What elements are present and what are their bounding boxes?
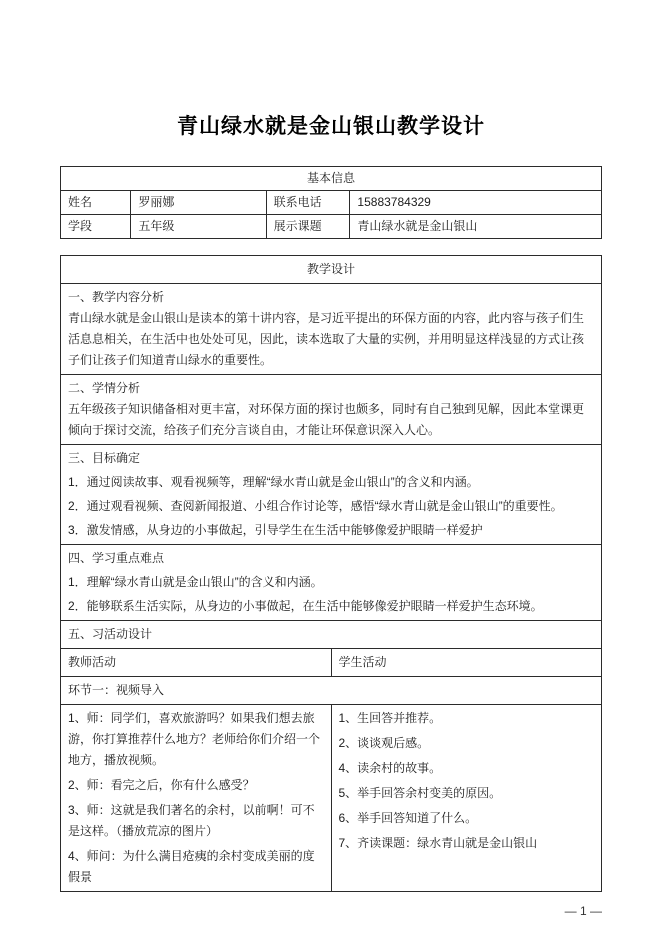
table-row [61, 621, 602, 649]
page-number: — 1 — [564, 904, 602, 918]
teacher-activity-item: 4、师问：为什么满目疮痍的余村变成美丽的度假景 [68, 849, 315, 884]
student-activity-item: 5、举手回答余村变美的原因。 [338, 786, 502, 800]
section-heading: 二、学情分析 [68, 381, 141, 395]
teaching-design-header: 教学设计 [61, 256, 602, 284]
table-row [61, 705, 602, 892]
section-heading: 一、教学内容分析 [68, 290, 165, 304]
table-row [61, 677, 602, 705]
table-row [61, 649, 602, 677]
table-row [61, 191, 602, 215]
table-row [61, 545, 602, 621]
student-activity-item: 1、生回答并推荐。 [338, 711, 442, 725]
basic-info-table [60, 166, 602, 239]
section-content-analysis [61, 284, 602, 375]
basic-info-header: 基本信息 [61, 167, 602, 191]
name-label: 姓名 [61, 191, 131, 215]
table-row [61, 375, 602, 445]
key-point-item: 1．理解“绿水青山就是金山银山”的含义和内涵。 [68, 575, 323, 589]
student-activity-item: 7、齐读课题：绿水青山就是金山银山 [338, 836, 538, 850]
goal-item: 3．激发情感，从身边的小事做起，引导学生在生活中能够像爱护眼睛一样爱护 [68, 523, 483, 537]
topic-label: 展示课题 [266, 215, 350, 239]
grade-value: 五年级 [131, 215, 266, 239]
teacher-activities-cell [61, 705, 332, 892]
table-row [61, 284, 602, 375]
table-row [61, 256, 602, 284]
topic-value: 青山绿水就是金山银山 [350, 215, 602, 239]
teacher-activities-header: 教师活动 [61, 649, 332, 677]
table-row [61, 167, 602, 191]
key-point-item: 2．能够联系生活实际，从身边的小事做起，在生活中能够像爱护眼睛一样爱护生态环境。 [68, 599, 543, 613]
student-activity-item: 4、读余村的故事。 [338, 761, 442, 775]
teaching-design-table [60, 255, 602, 892]
section-activity-design [61, 621, 602, 649]
section-heading: 三、目标确定 [68, 451, 141, 465]
section-heading: 五、习活动设计 [68, 627, 153, 641]
student-activity-item: 2、谈谈观后感。 [338, 736, 430, 750]
teacher-activity-item: 3、师：这就是我们著名的余村，以前啊！可不是这样。（播放荒凉的图片） [68, 803, 315, 838]
teacher-activity-item: 1、师：同学们，喜欢旅游吗？如果我们想去旅游，你打算推荐什么地方？老师给你们介绍一个地方，播放视频。 [68, 711, 321, 767]
teacher-activity-item: 2、师：看完之后，你有什么感受？ [68, 778, 255, 792]
section-goals [61, 445, 602, 545]
section-learning-analysis [61, 375, 602, 445]
section-key-points [61, 545, 602, 621]
goal-item: 2．通过观看视频、查阅新闻报道、小组合作讨论等，感悟“绿水青山就是金山银山”的重要性。 [68, 499, 563, 513]
phone-label: 联系电话 [266, 191, 350, 215]
section-body: 青山绿水就是金山银山是读本的第十讲内容，是习近平提出的环保方面的内容，此内容与孩子们生活息息相关，在生活中也处处可见，因此，读本选取了大量的实例，并用明显这样浅显的方式让孩子们让孩子们知道青山绿水的重要性。 [68, 311, 585, 367]
table-row [61, 445, 602, 545]
name-value: 罗丽娜 [131, 191, 266, 215]
section-body: 五年级孩子知识储备相对更丰富，对环保方面的探讨也颇多，同时有自己独到见解，因此本堂课更倾向于探讨交流，给孩子们充分言谈自由，才能让环保意识深入人心。 [68, 402, 585, 437]
section-heading: 四、学习重点难点 [68, 551, 165, 565]
document-title: 青山绿水就是金山银山教学设计 [177, 115, 485, 138]
grade-label: 学段 [61, 215, 131, 239]
student-activities-cell [331, 705, 602, 892]
student-activity-item: 6、举手回答知道了什么。 [338, 811, 478, 825]
phone-value: 15883784329 [350, 191, 602, 215]
table-row [61, 215, 602, 239]
goal-item: 1．通过阅读故事、观看视频等，理解“绿水青山就是金山银山”的含义和内涵。 [68, 475, 479, 489]
student-activities-header: 学生活动 [331, 649, 602, 677]
stage-label: 环节一：视频导入 [61, 677, 602, 705]
